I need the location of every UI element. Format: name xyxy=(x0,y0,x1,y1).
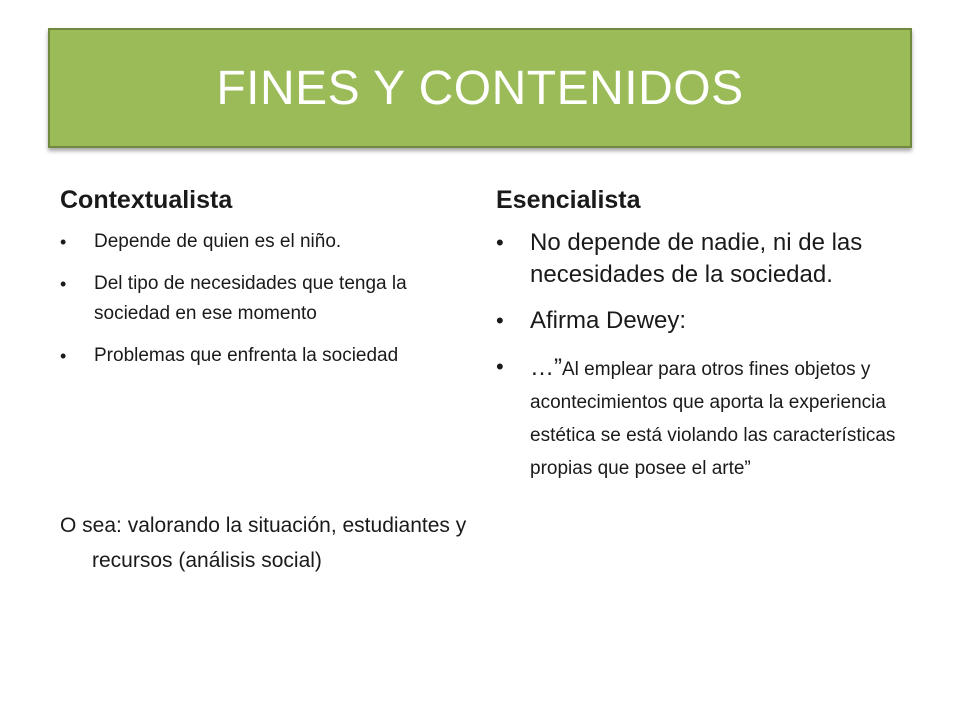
bullet-icon: • xyxy=(496,354,504,379)
dewey-quote-text: Al emplear para otros fines objetos y acontecimientos que aporta la experiencia estética se está violando las características propias que posee el arte” xyxy=(530,359,896,479)
list-item-text: Depende de quien es el niño. xyxy=(94,231,342,252)
esencialista-list xyxy=(496,227,916,485)
list-item-text: Afirma Dewey: xyxy=(530,307,687,334)
bullet-icon: • xyxy=(60,232,67,252)
bullet-icon: • xyxy=(60,274,67,294)
list-item-text: Del tipo de necesidades que tenga la sociedad en ese momento xyxy=(94,273,407,324)
list-item xyxy=(496,227,916,291)
esencialista-column xyxy=(496,186,916,499)
contextualista-column xyxy=(60,186,470,383)
list-item xyxy=(60,341,470,371)
contextualista-list xyxy=(60,227,470,371)
list-item xyxy=(60,269,470,329)
conclusion-text: O sea: valorando la situación, estudiantes y recursos (análisis social) xyxy=(60,514,467,572)
list-item-text: No depende de nadie, ni de las necesidades de la sociedad. xyxy=(530,229,863,288)
dewey-quote-item xyxy=(496,351,916,485)
list-item xyxy=(60,227,470,257)
page-title: FINES Y CONTENIDOS xyxy=(216,61,744,115)
list-item xyxy=(496,305,916,337)
quote-prefix: …” xyxy=(530,354,562,381)
list-item-text: Problemas que enfrenta la sociedad xyxy=(94,345,399,366)
contextualista-heading: Contextualista xyxy=(60,186,233,214)
title-banner xyxy=(48,28,912,148)
bullet-icon: • xyxy=(496,308,504,333)
bullet-icon: • xyxy=(496,230,504,255)
esencialista-heading: Esencialista xyxy=(496,186,641,214)
bullet-icon: • xyxy=(60,346,67,366)
